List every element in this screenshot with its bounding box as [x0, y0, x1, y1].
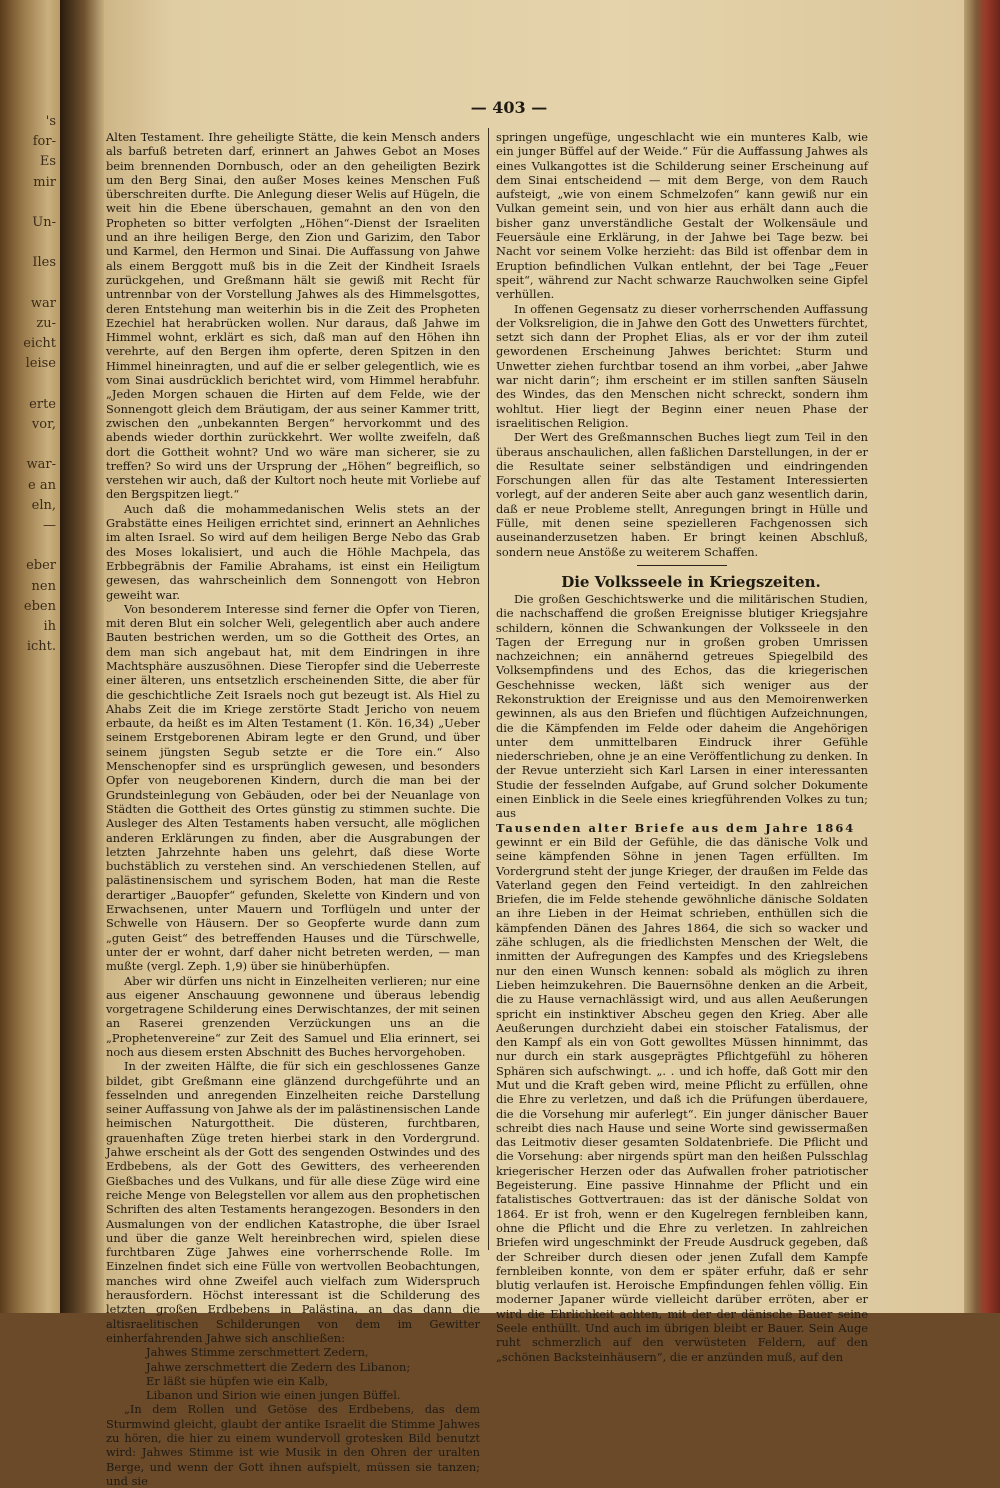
- fragment-line: Es: [39, 154, 56, 170]
- paragraph: gewinnt er ein Bild der Gefühle, die das dänische Volk und seine kämpfenden Söhne in jenen Tagen erfüllten. Im Vordergrund steht der junge Krieger, der draußen im Felde das Vaterland gegen den Feind verteidigt. In den zahlreichen Briefen, die im Felde stehende gewöhnliche dänische Soldaten an ihre Lieben in der Heimat schrieben, enthüllen sich die kämpfenden Dänen des Jahres 1864, die sich so wacker und zähe schlugen, als die friedlichsten Menschen der Welt, die inmitten der Aufregungen des Kampfes und des Kriegslebens nur den einen Wunsch kennen: sobald als möglich zu ihren Lieben heimzukehren. Die Bauernsöhne denken an die Arbeit, die zu Hause vernachlässigt wird, und aus allen Aeußerungen spricht ein instinktiver Abscheu gegen den Krieg. Aber alle Aeußerungen durchzieht dabei ein stoischer Fatalismus, der den Kampf als ein von Gott gewolltes Müssen hinnimmt, das nur durch ein stark ausgeprägtes Pflichtgefühl zu höheren Sphären sich aufschwingt. „. . und ich hoffe, daß Gott mir den Mut und die Kraft geben wird, meine Pflicht zu erfüllen, ohne die Ehre zu verletzen, und daß ich die Prüfungen überdauere, die die Vorsehung mir auferlegt“. Ein junger dänischer Bauer schreibt dies nach Hause und seine Worte sind gewissermaßen das Leitmotiv dieser gesamten Soldatenbriefe. Die Pflicht und die Vorsehung: aber nirgends spürt man den heißen Pulsschlag kriegerischer Herzen oder das Aufwallen froher patriotischer Begeisterung. Eine passive Hinnahme der Pflicht und ein fatalistisches Gottvertrauen: das ist der dänische Soldat von 1864. Er ist froh, wenn er den Kugelregen fernbleiben kann, ohne die Pflicht und die Ehre zu verletzen. In zahlreichen Briefen wird ungeschminkt der Freude Ausdruck gegeben, daß der Schreiber durch diesen oder jenen Zufall dem Kampfe fernbleiben konnte, von dem er später erfuhr, daß er sehr blutig verlaufen ist. Heroische Empfindungen fehlen völlig. Ein moderner Japaner würde vielleicht darüber erröten, aber er wird die Ehrlichkeit achten, mit der der dänische Bauer seine Seele enthüllt. Und auch im übrigen bleibt er Bauer. Sein Auge ruht schmerzlich auf den verwüsteten Feldern, auf den „schönen Backsteinhäusern“, die er anzünden muß, auf den: [496, 834, 868, 1364]
- fragment-line: eber: [26, 558, 56, 574]
- fragment-line: mir: [33, 174, 56, 190]
- fragment-line: Un-: [32, 215, 56, 231]
- facing-page-edge: [0, 0, 60, 1313]
- paragraph: Die großen Geschichtswerke und die militärischen Studien, die nachschaffend die großen Ereignisse blutiger Kriegsjahre schildern, können die Schwankungen der Volksseele in den Tagen der Erregung nur in großen groben Umrissen nachzeichnen; ein annähernd getreues Spiegelbild des Volksempfindens und des Echos, das die kriegerischen Geschehnisse wecken, läßt sich weniger aus der Rekonstruktion der Ereignisse und aus den Memoirenwerken gewinnen, als aus den Briefen und flüchtigen Aufzeichnungen, die die Kämpfenden im Felde oder daheim die Angehörigen unter dem unmittelbaren Eindruck ihrer Gefühle niederschrieben, ohne je an eine Veröffentlichung zu denken. In der Revue unterzieht sich Karl Larsen in einer interessanten Studie der fesselnden Aufgabe, auf Grund solcher Dokumente einen Einblick in die Seele eines kriegführenden Volkes zu tun; aus: [496, 591, 868, 821]
- spaced-emphasis: Tausenden alter Briefe aus dem Jahre 1864: [496, 820, 856, 835]
- fragment-line: leise: [25, 356, 56, 372]
- paragraph: springen ungefüge, ungeschlacht wie ein munteres Kalb, wie ein junger Büffel auf der Weide.“ Für die Auffassung Jahwes als eines Vulkangottes ist die Schilderung seiner Erscheinung auf dem Sinai entscheidend — mit dem Berge, von dem Rauch aufsteigt, „wie von einem Schmelzofen“ kann gewiß nur ein Vulkan gemeint sein, und von hier aus erhält dann auch die bisher ganz unverständliche Gestalt der Wolkensäule und Feuersäule eine Erklärung, in der Jahwe bei Tage bezw. bei Nacht vor seinem Volke herzieht: das Bild ist offenbar dem in Eruption befindlichen Vulkan entlehnt, der bei Tage „Feuer speit“, während zur Nacht schwarze Rauchwolken seine Gipfel verhüllen.: [496, 130, 868, 302]
- poem-line: Jahwes Stimme zerschmettert Zedern,: [146, 1345, 369, 1360]
- book-page: [104, 0, 964, 1488]
- paragraph: „In dem Rollen und Getöse des Erdbebens, das dem Sturmwind gleicht, glaubt der antike Israelit die Stimme Jahwes zu hören, die hier zu einem wundervoll grotesken Bild benutzt wird: Jahwes Stimme ist wie Musik in den Ohren der uralten Berge, und wenn der Gott ihnen aufspielt, müssen sie tanzen; und sie: [106, 1402, 480, 1488]
- paragraph: Alten Testament. Ihre geheiligte Stätte, die kein Mensch anders als barfuß betreten darf, erinnert an Jahwes Gebot an Moses beim brennenden Dornbusch, oder an den geheiligten Bezirk um den Berg Sinai, den außer Moses keines Menschen Fuß überschreiten durfte. Die Anlegung dieser Welis auf Hügeln, die weit hin die Ebene überschauen, gemahnt an den von den Propheten so bitter verfolgten „Höhen“-Dienst der Israeliten und an ihre heiligen Berge, den Zion und Garizim, den Tabor und Karmel, den Hermon und Sinai. Die Auffassung von Jahwe als einem Berggott muß bis in die Zeit der Kindheit Israels zurückgehen, und Greßmann hält sie gewiß mit Recht für untrennbar von der Vorstellung Jahwes als des Himmelsgottes, deren Entstehung man weiterhin bis in die Zeit des Propheten Ezechiel hat herabrücken wollen. Nur daraus, daß Jahwe im Himmel wohnt, erklärt es sich, daß man auf den Höhen ihn verehrte, auf den Bergen ihm opferte, deren Spitzen in den Himmel hineinragten, und auf die er selber gelegentlich, wie es vom Sinai ausdrücklich berichtet wird, vom Himmel herabfuhr. „Jeden Morgen schauen die Hirten auf dem Felde, wie der Sonnengott gleich dem Bräutigam, der aus seiner Kammer tritt, zwischen den „unbekannten Bergen“ hervorkommt und des abends wieder dorthin zurückkehrt. Wer wollte zweifeln, daß dort die Gottheit wohnt? Und wo wäre man sicherer, sie zu treffen? So wird uns der Ursprung der „Höhen“ begreiflich, so verstehen wir auch, daß der Kultort noch heute mit Vorliebe auf den Bergspitzen liegt.“: [106, 130, 480, 502]
- fragment-line: vor,: [31, 417, 56, 433]
- fragment-line: eicht: [23, 336, 56, 352]
- fragment-line: war-: [26, 457, 56, 473]
- left-column: [106, 130, 480, 1488]
- book-gutter: [60, 0, 104, 1313]
- fragment-line: [6, 274, 56, 294]
- fragment-line: nen: [31, 578, 56, 594]
- fragment-line: eln,: [31, 497, 56, 513]
- fragment-line: [6, 233, 56, 253]
- column-divider: [488, 128, 489, 1250]
- fragment-line: e an: [28, 477, 56, 493]
- page-stack-edge: [964, 0, 1000, 1313]
- paragraph: Der Wert des Greßmannschen Buches liegt zum Teil in den überaus anschaulichen, allen faßlichen Darstellungen, in der er die Resultate seiner selbständigen und eindringenden Forschungen allen für das alte Testament Interessierten vorlegt, auf der anderen Seite aber auch ganz wesentlich darin, daß er neue Probleme stellt, Anregungen bringt in Hülle und Fülle, mit denen seine spezielleren Fachgenossen sich auseinanderzusetzen haben. Er bringt keinen Abschluß, sondern neue Anstöße zu weiterem Schaffen.: [496, 430, 868, 559]
- fragment-line: icht.: [26, 639, 56, 655]
- fragment-line: [6, 536, 56, 556]
- page-number: — 403 —: [470, 98, 548, 117]
- fragment-line: erte: [29, 396, 56, 412]
- fragment-line: [6, 375, 56, 395]
- fragment-line: eben: [23, 598, 56, 614]
- article-heading: Die Volksseele in Kriegszeiten.: [561, 572, 821, 591]
- paragraph: In der zweiten Hälfte, die für sich ein geschlossenes Ganze bildet, gibt Greßmann eine glänzend durchgeführte und an fesselnden und anregenden Einzelheiten reiche Darstellung seiner Auffassung von Jahwe als der im palästinensischen Lande heimischen Naturgottheit. Die düsteren, furchtbaren, grauenhaften Züge treten hierbei stark in den Vordergrund. Jahwe erscheint als der Gott des sengenden Ostwindes und des Erdbebens, als der Gott des Gewitters, des verheerenden Gießbaches und des Vulkans, und für alle diese Züge wird eine reiche Menge von Belegstellen vor allem aus den prophetischen Schriften des alten Testaments herangezogen. Besonders in den Ausmalungen von der endlichen Katastrophe, die über Israel und über die ganze Welt hereinbrechen wird, spielen diese furchtbaren Züge Jahwes eine vorherrschende Rolle. Im Einzelnen findet sich eine Fülle von wertvollen Beobachtungen, manches wird ohne Zweifel auch vielfach zum Widerspruch herausfordern. Höchst interessant ist die Schilderung des letzten großen Erdbebens in Palästina, an das dann die altisraelitischen Schilderungen von dem im Gewitter einherfahrenden Jahwe sich anschließen:: [106, 1059, 480, 1345]
- paragraph: Von besonderem Interesse sind ferner die Opfer von Tieren, mit deren Blut ein solcher Weli, gelegentlich aber auch andere Bauten bestrichen werden, um so die Gottheit des Ortes, an dem man sich angebaut hat, mit dem Eindringen in ihre Machtsphäre auszusöhnen. Diese Tieropfer sind die Ueberreste einer älteren, uns entsetzlich erscheinenden Sitte, die aber für die geschichtliche Zeit Israels noch gut bezeugt ist. Als Hiel zu Ahabs Zeit die im Kriege zerstörte Stadt Jericho von neuem erbaute, da heißt es im Alten Testament (1. Kön. 16,34) „Ueber seinem Erstgeborenen Abiram legte er den Grund, und über seinem jüngsten Segub setzte er die Tore ein.“ Also Menschenopfer sind es ursprünglich gewesen, und besonders Opfer von neugeborenen Kindern, durch die man bei der Grundsteinlegung von Gebäuden, oder bei der Neuanlage von Städten die Gottheit des Ortes günstig zu stimmen suchte. Die Ausleger des Alten Testaments haben versucht, alle möglichen anderen Erklärungen zu finden, aber die Ausgrabungen der letzten Jahrzehnte haben uns gelehrt, daß diese Worte buchstäblich zu verstehen sind. An verschiedenen Stellen, auf palästinensischem und syrischem Boden, hat man die Reste derartiger „Bauopfer“ gefunden, Skelette von Kindern und von Erwachsenen, unter Mauern und Torflügeln und unter der Schwelle von Häusern. Der so Geopferte wurde dann zum „guten Geist“ des betreffenden Hauses und die Türschwelle, unter der er wohnt, darf daher nicht betreten werden, — man mußte (vergl. Zeph. 1,9) über sie hinüberhüpfen.: [106, 601, 480, 974]
- fragment-line: [6, 193, 56, 213]
- poem-line: Er läßt sie hüpfen wie ein Kalb,: [146, 1373, 329, 1388]
- paragraph: Aber wir dürfen uns nicht in Einzelheiten verlieren; nur eine aus eigener Anschauung gewonnene und überaus lebendig vorgetragene Schilderung eines Derwischtanzes, der mit seinen an Raserei grenzenden Verzückungen uns an die „Prophetenvereine“ zur Zeit des Samuel und Elia erinnert, sei noch aus diesem ersten Abschnitt des Buches hervorgehoben.: [106, 973, 480, 1059]
- fragment-line: [6, 435, 56, 455]
- poem-line: Libanon und Sirion wie einen jungen Büffel.: [146, 1388, 401, 1403]
- fragment-line: ih: [43, 619, 56, 635]
- poem-line: Jahwe zerschmettert die Zedern des Libanon;: [146, 1359, 411, 1374]
- fragment-line: war: [30, 295, 56, 311]
- fragment-line: 's: [45, 114, 56, 129]
- right-column: [496, 130, 868, 1364]
- fragment-line: —: [43, 518, 56, 534]
- paragraph: Auch daß die mohammedanischen Welis stets an der Grabstätte eines Heiligen errichtet sind, erinnert an Aehnliches im alten Israel. So wird auf dem heiligen Berge Nebo das Grab des Moses lokalisiert, und auch die Höhle Machpela, das Erbbegräbnis der Familie Abrahams, ist einst ein Heiligtum gewesen, das wahrscheinlich dem Sonnengott von Hebron geweiht war.: [106, 501, 480, 602]
- fragment-line: for-: [32, 134, 56, 150]
- paragraph: In offenen Gegensatz zu dieser vorherrschenden Auffassung der Volksreligion, die in Jahwe den Gott des Unwetters fürchtet, setzt sich dann der Prophet Elias, als er vor der ihm zuteil gewordenen Erscheinung Jahwes berichtet: Sturm und Unwetter ziehen furchtbar tosend an ihm vorbei, „aber Jahwe war nicht darin“; ihm erscheint er im stillen sanften Säuseln des Windes, das den Menschen nicht schreckt, sondern ihm wohltut. Hier liegt der Beginn einer neuen Phase der israelitischen Religion.: [496, 301, 868, 430]
- section-rule: [637, 565, 727, 566]
- fragment-line: zu-: [36, 316, 56, 332]
- facing-page-fragments: [6, 112, 56, 657]
- fragment-line: Iles: [32, 255, 56, 271]
